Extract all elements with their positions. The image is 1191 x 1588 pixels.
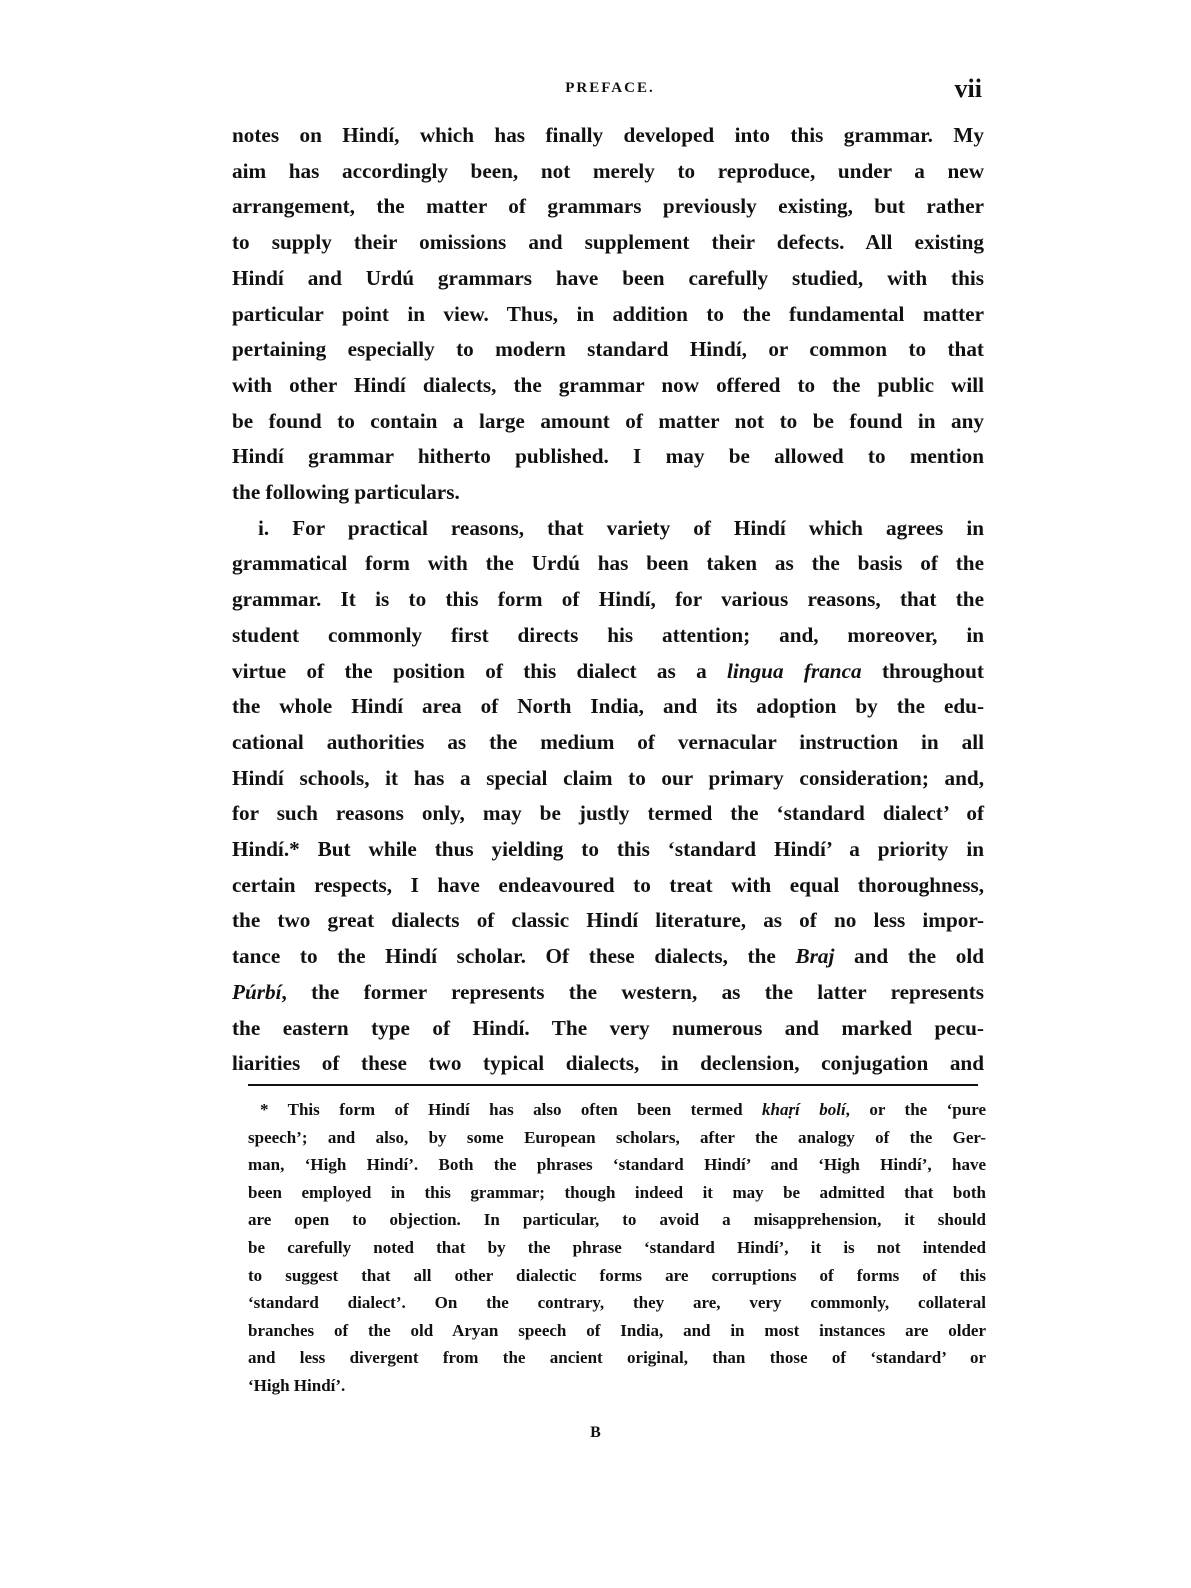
footnote-line: be carefully noted that by the phrase ‘standard Hindí’, it is not intended [248, 1237, 986, 1257]
body-line: grammar. It is to this form of Hindí, for various reasons, that the [232, 587, 984, 612]
body-line-part: , the former represents the western, as the latter represents [281, 979, 984, 1004]
body-line: pertaining especially to modern standard Hindí, or common to that [232, 337, 984, 362]
body-line: liarities of these two typical dialects, in declension, conjugation and [232, 1051, 984, 1076]
body-line: be found to contain a large amount of matter not to be found in any [232, 408, 984, 433]
footnote-line-part: , or the ‘pure [845, 1100, 986, 1119]
footnote-line: been employed in this grammar; though indeed it may be admitted that both [248, 1182, 986, 1202]
body-line: with other Hindí dialects, the grammar now offered to the public will [232, 372, 984, 397]
italic-phrase: khaṛí bolí [761, 1100, 846, 1119]
body-line: aim has accordingly been, not merely to reproduce, under a new [232, 158, 984, 183]
footnote [248, 1096, 986, 1400]
body-line-part: tance to the Hindí scholar. Of these dialects, the [232, 944, 796, 969]
body-line [232, 975, 984, 1011]
footnote-line: man, ‘High Hindí’. Both the phrases ‘standard Hindí’ and ‘High Hindí’, have [248, 1155, 986, 1175]
body-line: particular point in view. Thus, in addition to the fundamental matter [232, 301, 984, 326]
body-line: cational authorities as the medium of vernacular instruction in all [232, 729, 984, 754]
body-text [232, 118, 984, 1082]
running-head [232, 74, 988, 104]
body-line: grammatical form with the Urdú has been taken as the basis of the [232, 551, 984, 576]
page-number: vii [954, 74, 982, 103]
body-line: arrangement, the matter of grammars previously existing, but rather [232, 194, 984, 219]
footnote-line [248, 1096, 986, 1124]
italic-phrase: lingua franca [727, 658, 862, 683]
body-line: to supply their omissions and supplement their defects. All existing [232, 230, 984, 255]
body-line: certain respects, I have endeavoured to treat with equal thoroughness, [232, 872, 984, 897]
body-line-part: throughout [861, 658, 984, 683]
footnote-line: speech’; and also, by some European scholars, after the analogy of the Ger- [248, 1127, 986, 1147]
footnote-line: branches of the old Aryan speech of India, and in most instances are older [248, 1320, 986, 1340]
body-line-part: and the old [834, 944, 984, 969]
body-line: the two great dialects of classic Hindí literature, as of no less impor- [232, 908, 984, 933]
footnote-line: and less divergent from the ancient original, than those of ‘standard’ or [248, 1348, 986, 1368]
body-line: student commonly first directs his attention; and, moreover, in [232, 622, 984, 647]
body-line: Hindí and Urdú grammars have been carefully studied, with this [232, 265, 984, 290]
body-line: i. For practical reasons, that variety of Hindí which agrees in [258, 515, 984, 540]
body-line: Hindí.* But while thus yielding to this ‘standard Hindí’ a priority in [232, 837, 984, 862]
body-line-part: virtue of the position of this dialect as a [232, 658, 728, 683]
running-title: PREFACE. [565, 80, 655, 96]
footnote-divider [248, 1084, 978, 1086]
body-line [232, 939, 984, 975]
body-line: Hindí grammar hitherto published. I may be allowed to mention [232, 444, 984, 469]
body-line: notes on Hindí, which has finally developed into this grammar. My [232, 123, 984, 147]
italic-phrase: Púrbí [232, 979, 282, 1004]
signature-mark: B [590, 1424, 601, 1441]
footnote-line-part: * This form of Hindí has also often been termed [260, 1100, 762, 1119]
footnote-line: are open to objection. In particular, to avoid a misapprehension, it should [248, 1210, 986, 1230]
footnote-line: ‘High Hindí’. [248, 1375, 346, 1395]
body-line [232, 654, 984, 690]
footnote-line: to suggest that all other dialectic forms are corruptions of forms of this [248, 1265, 986, 1285]
footnote-line: ‘standard dialect’. On the contrary, they are, very commonly, collateral [248, 1293, 986, 1313]
body-line: Hindí schools, it has a special claim to our primary consideration; and, [232, 765, 984, 790]
body-line: the following particulars. [232, 480, 460, 505]
body-line: the eastern type of Hindí. The very numerous and marked pecu- [232, 1015, 984, 1040]
body-line: for such reasons only, may be justly termed the ‘standard dialect’ of [232, 801, 984, 826]
italic-phrase: Braj [795, 944, 835, 969]
body-line: the whole Hindí area of North India, and its adoption by the edu- [232, 694, 984, 719]
